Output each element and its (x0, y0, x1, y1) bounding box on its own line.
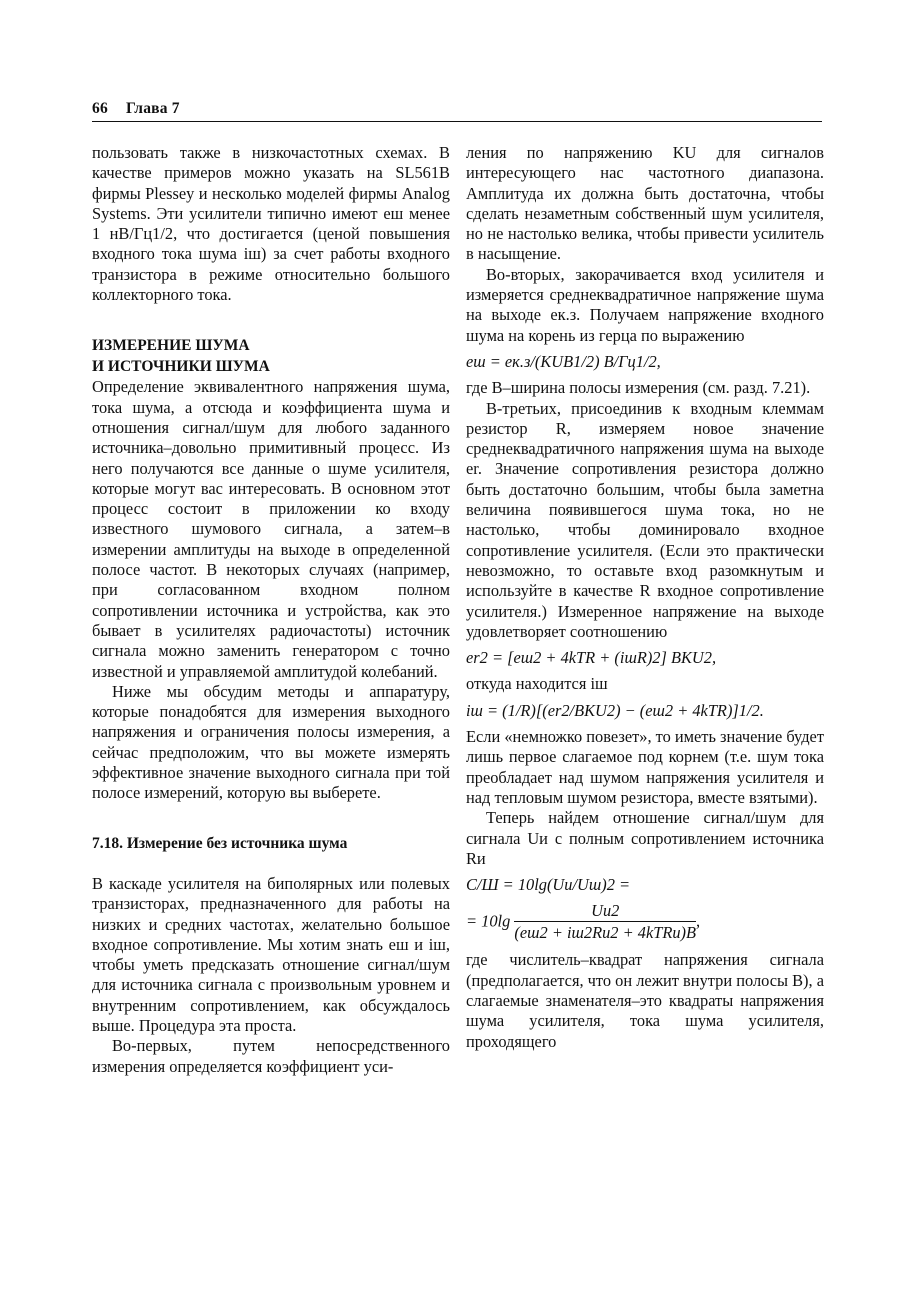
paragraph: где числитель–квадрат напряжения сигнала (предполагается, что он лежит внутри полосы B), а слагаемые знаменателя–это квадраты напряжения шума усилителя, тока шума усилителя, проходящего (466, 950, 824, 1051)
paragraph: ления по напряжению KU для сигналов интересующего нас частотного диапазона. Амплитуда их должна быть достаточна, чтобы сделать незаметным собственный шум усилителя, но не настолько велика, чтобы привести усилитель в насыщение. (466, 143, 824, 264)
paragraph: откуда находится iш (466, 674, 608, 694)
chapter-label: Глава 7 (125, 100, 180, 117)
paragraph: где B–ширина полосы измерения (см. разд. 7.21). (466, 378, 811, 398)
paragraph: Ниже мы обсудим методы и аппаратуру, которые понадобятся для измерения выходного напряжения и ограничения полосы измерения, а сейчас предположим, что вы можете измерять эффективное значение выходного сигнала при той полосе измерений, которую вы выберете. (92, 681, 450, 803)
right-column (466, 143, 824, 1052)
paragraph: пользовать также в низкочастотных схемах. В качестве примеров можно указать на SL561B фирмы Plessey и несколько моделей фирмы Analog Systems. Эти усилители типично имеют eш менее 1 нВ/Гц1/2, что достигается (ценой повышения входного тока шума iш) за счет работы входного транзистора в режиме относительно большого коллекторного тока. (92, 143, 450, 305)
subsection-title: 7.18. Измерение без источника шума (92, 834, 348, 852)
equation-noise-voltage: eш = eк.з/(KUB1/2) В/Гц1/2, (466, 351, 661, 371)
paragraph: Во-вторых, закорачивается вход усилителя и измеряется среднеквадратичное напряжение шума на выходе eк.з. Получаем напряжение входного шума на корень из герца по выражению (466, 264, 824, 345)
equation-snr-line1: С/Ш = 10lg(Uи/Uш)2 = (466, 875, 631, 895)
paragraph: Определение эквивалентного напряжения шума, тока шума, а отсюда и коэффициента шума и отношения сигнал/шум для любого заданного источника–довольно примитивный процесс. Из него получаются все данные о шуме усилителя, которые могут вас интересовать. В основном этот процесс состоит в приложении ко входу известного шумового сигнала, а затем–в измерении амплитуды на выходе в определенной полосе частот. В некоторых случаях (например, при согласованном входном полном сопротивлении источника и устройства, как это бывает в усилителях радиочастоты) источник сигнала можно заменить генератором с точно известной и управляемой амплитудой колебаний. (92, 377, 450, 681)
paragraph: В-третьих, присоединив к входным клеммам резистор R, измеряем новое значение среднеквадратичного напряжения шума на выходе er. Значение сопротивления резистора должно быть достаточно большим, чтобы была заметна величина появившегося шума тока, но не настолько, чтобы доминировало входное сопротивление усилителя. (Если это практически невозможно, то оставьте вход разомкнутым и используйте в качестве R входное сопротивление усилителя.) Измеренное напряжение на выходе удовлетворяет соотношению (466, 398, 824, 641)
equation-noise-current: iш = (1/R)[(er2/BKU2) − (eш2 + 4kTR)]1/2. (466, 700, 764, 720)
equation-output-noise: er2 = [eш2 + 4kTR + (iшR)2] BKU2, (466, 648, 717, 668)
running-head (92, 100, 822, 122)
equation-prefix: = 10lg (466, 911, 511, 931)
fraction-numerator: Uи2 (514, 901, 696, 922)
fraction-denominator: (eш2 + iш2Rи2 + 4kTRи)B (514, 923, 697, 943)
equation-snr-line2: = 10lg $\frac{Uи2}{\text{(eш2 + iш2Rи2 + 4kTRи)B}}$ , (466, 901, 701, 943)
equation-fraction (514, 901, 696, 944)
page-number: 66 (92, 100, 108, 117)
paragraph: В каскаде усилителя на биполярных или полевых транзисторах, предназначенного для работы на низких и средних частотах, желательно большое входное сопротивление. Мы хотим знать eш и iш, чтобы уметь предсказать отношение сигнал/шум для источника сигнала с произвольным уровнем и внутренним сопротивлением, как обсуждалось выше. Процедура эта проста. (92, 873, 450, 1035)
paragraph: Теперь найдем отношение сигнал/шум для сигнала Uи с полным сопротивлением источника Rи (466, 808, 824, 868)
paragraph: Если «немножко повезет», то иметь значение будет лишь первое слагаемое под корнем (т.е. шум тока преобладает над шумом напряжения усилителя и над тепловым шумом резистора, вместе взятыми). (466, 727, 824, 807)
left-column (92, 143, 450, 1077)
paragraph: Во-первых, путем непосредственного измерения определяется коэффициент уси- (92, 1036, 450, 1076)
section-title: ИЗМЕРЕНИЕ ШУМА И ИСТОЧНИКИ ШУМА (92, 337, 270, 376)
